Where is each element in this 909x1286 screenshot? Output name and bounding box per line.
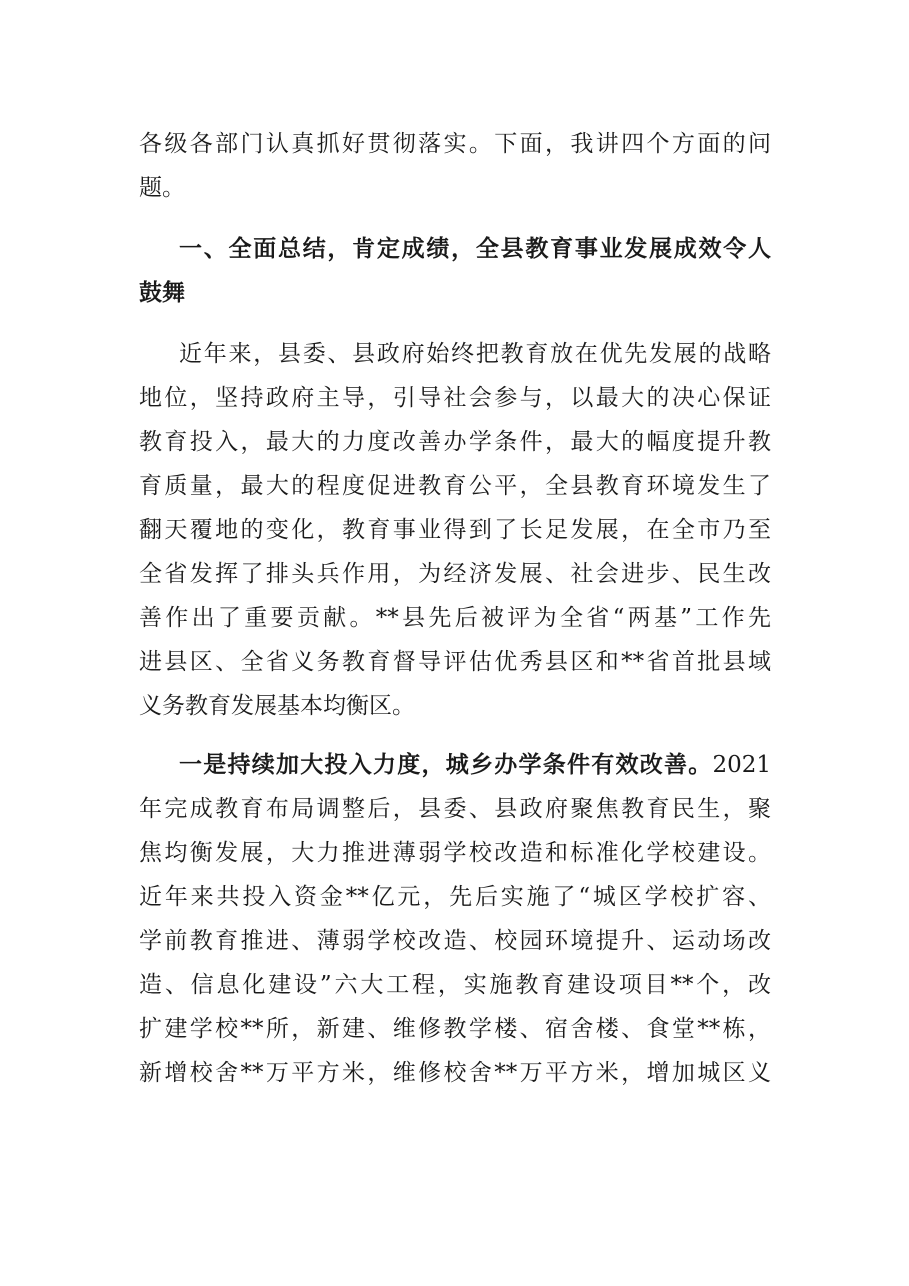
- document-page: [139, 122, 771, 1095]
- text-line: 进县区、全省义务教育督导评估优秀县区和**省首批县域: [139, 649, 771, 675]
- text-line: 翻天覆地的变化，教育事业得到了长足发展，在全市乃至: [139, 517, 771, 543]
- text-line: 新增校舍**万平方米，维修校舍**万平方米，增加城区义: [139, 1060, 771, 1086]
- text-line: 育质量，最大的程度促进教育公平，全县教育环境发生了: [139, 473, 771, 499]
- paragraph-intro-continuation: [139, 122, 771, 210]
- heading-line: 一、全面总结，肯定成绩，全县教育事业发展成效令人: [179, 235, 771, 262]
- text-line-with-lead: [139, 743, 771, 787]
- text-line: 各级各部门认真抓好贯彻落实。下面，我讲四个方面的问: [139, 131, 771, 157]
- text-line: 题。: [139, 175, 185, 201]
- heading-line: 鼓舞: [139, 279, 185, 306]
- text-line: 造、信息化建设”六大工程，实施教育建设项目**个，改: [139, 972, 771, 998]
- text-line: 全省发挥了排头兵作用，为经济发展、社会进步、民生改: [139, 561, 771, 587]
- text-line: 善作出了重要贡献。**县先后被评为全省“两基”工作先: [139, 605, 771, 631]
- text-line: 焦均衡发展，大力推进薄弱学校改造和标准化学校建设。: [139, 840, 771, 866]
- text-line: 义务教育发展基本均衡区。: [139, 693, 415, 719]
- text-line: 年完成教育布局调整后，县委、县政府聚焦教育民生，聚: [139, 796, 771, 822]
- text-line: 教育投入，最大的力度改善办学条件，最大的幅度提升教: [139, 429, 771, 455]
- paragraph-lead-rest: 2021: [712, 752, 771, 778]
- text-line: 近年来共投入资金**亿元，先后实施了“城区学校扩容、: [139, 884, 771, 910]
- text-line: 扩建学校**所，新建、维修教学楼、宿舍楼、食堂**栋，: [139, 1016, 771, 1042]
- paragraph-overview: [139, 332, 771, 728]
- section-heading: [139, 227, 771, 315]
- text-line: 地位，坚持政府主导，引导社会参与，以最大的决心保证: [139, 385, 771, 411]
- paragraph-lead-bold: 一是持续加大投入力度，城乡办学条件有效改善。: [179, 751, 713, 778]
- text-line: 近年来，县委、县政府始终把教育放在优先发展的战略: [179, 341, 771, 367]
- text-line: 学前教育推进、薄弱学校改造、校园环境提升、运动场改: [139, 928, 771, 954]
- paragraph-investment: [139, 743, 771, 1095]
